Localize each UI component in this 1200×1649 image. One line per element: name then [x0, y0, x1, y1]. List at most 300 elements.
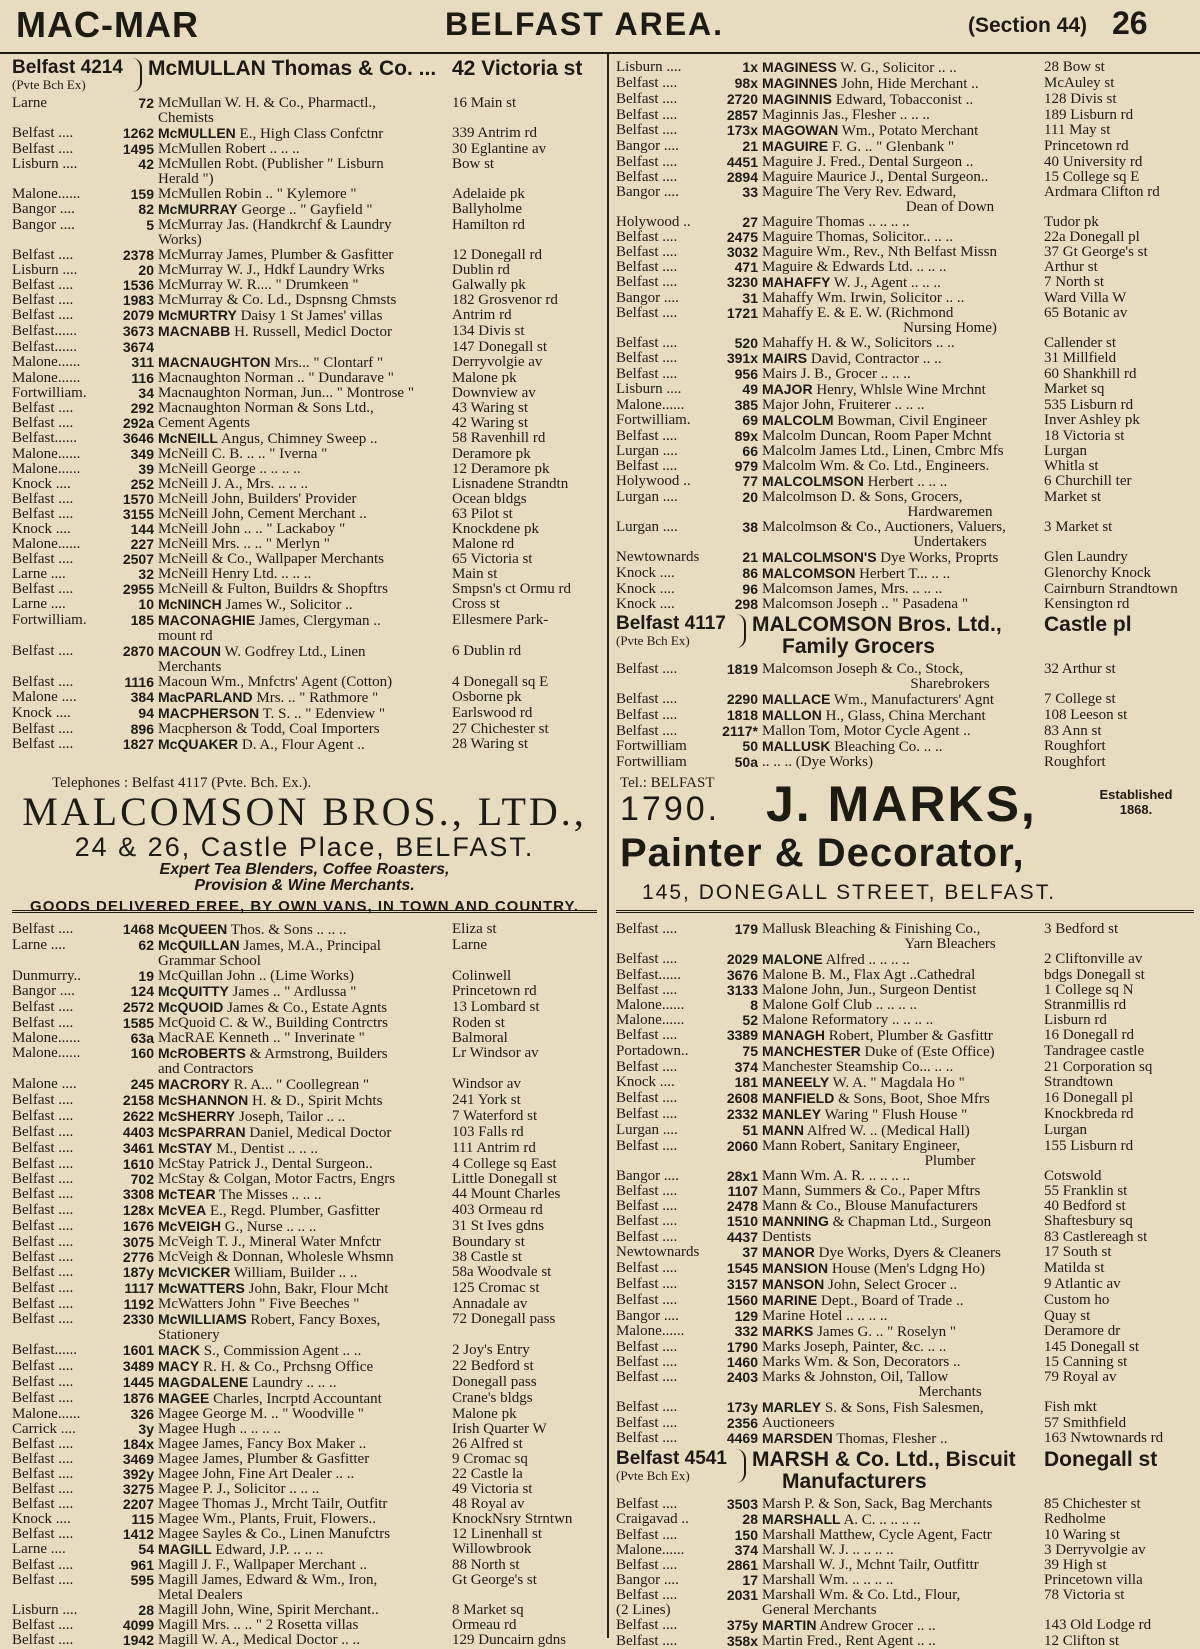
entry-exchange: Belfast .... — [616, 1213, 678, 1229]
entry-description: Magill John, Wine, Spirit Merchant.. — [158, 1602, 379, 1618]
entry-description: Thos. & Sons .. .. .. — [227, 922, 347, 938]
big-name-line-2: Manufacturers — [782, 1470, 927, 1493]
entry-surname: McVEIGH — [158, 1218, 222, 1234]
entry-name — [158, 1109, 452, 1125]
entry-number: 3230 — [726, 274, 758, 290]
entry-exchange: Malone...... — [12, 461, 81, 477]
directory-entry — [616, 1123, 1194, 1139]
entry-address: 18 Victoria st — [1044, 428, 1125, 444]
directory-entry — [616, 1543, 1194, 1558]
entry-address: Ellesmere Park- — [452, 612, 549, 628]
entry-name — [762, 123, 1044, 139]
entry-number: 2720 — [726, 91, 758, 107]
entry-number: 34 — [138, 385, 154, 401]
entry-number: 3157 — [726, 1276, 758, 1292]
entry-address: Irish Quarter W — [452, 1421, 547, 1437]
entry-address: 1 College sq N — [1044, 982, 1134, 998]
entry-address: 7 College st — [1044, 691, 1116, 707]
directory-entry — [12, 1016, 602, 1031]
entry-name — [158, 644, 452, 660]
entry-exchange: Knock .... — [616, 1074, 675, 1090]
entry-description: Marshall Matthew, Cycle Agent, Factr — [762, 1527, 992, 1543]
entry-name — [158, 1497, 452, 1512]
directory-entry — [12, 1391, 602, 1407]
entry-description: Mahaffy E. & E. W. (Richmond — [762, 305, 954, 321]
entry-exchange: Belfast .... — [616, 1369, 678, 1385]
entry-exchange: Larne .... — [12, 566, 66, 582]
entry-name — [762, 1431, 1044, 1447]
entry-number: 42 — [138, 156, 154, 172]
entry-exchange: Fortwilliam. — [12, 612, 87, 628]
entry-name — [762, 1245, 1044, 1261]
entry-number: 21 — [742, 549, 758, 565]
entry-description: Magee Sayles & Co., Linen Manufctrs — [158, 1526, 391, 1542]
entry-surname: MANN — [762, 1122, 804, 1138]
entry-surname: MAGINNIS — [762, 91, 832, 107]
entry-name — [158, 187, 452, 202]
entry-surname: MacPARLAND — [158, 689, 253, 705]
directory-entry — [616, 230, 1194, 245]
entry-number: 1536 — [122, 277, 154, 293]
entry-number: 187y — [122, 1264, 154, 1280]
big-listing-address: 42 Victoria st — [452, 57, 583, 80]
entry-address: Malone rd — [452, 536, 515, 552]
entry-address: 17 South st — [1044, 1244, 1112, 1260]
entry-exchange: Belfast .... — [12, 1466, 74, 1482]
entry-address: Quay st — [1044, 1308, 1091, 1324]
entry-surname: McNINCH — [158, 596, 222, 612]
entry-description: Magill James, Edward & Wm., Iron, — [158, 1572, 378, 1588]
entry-description: Herbert .. .. .. — [863, 474, 948, 490]
entry-exchange: Belfast .... — [616, 1557, 678, 1573]
directory-entry — [616, 582, 1194, 597]
entry-description: Mann & Co., Blouse Manufacturers — [762, 1198, 978, 1214]
directory-entry — [12, 1281, 602, 1297]
entry-exchange: Fortwilliam. — [12, 385, 87, 401]
entry-exchange: Belfast .... — [12, 307, 74, 323]
entry-exchange: Belfast .... — [12, 1171, 74, 1187]
entry-surname: MAGINESS — [762, 59, 837, 75]
entry-name — [158, 1187, 452, 1203]
entry-address: Roughfort — [1044, 754, 1106, 770]
entry-name — [158, 552, 452, 567]
entry-description: Angus, Chimney Sweep .. — [217, 431, 378, 447]
exchange-text: Belfast 4117 — [616, 613, 726, 634]
entry-name — [158, 1573, 452, 1588]
big-listing-address: Castle pl — [1044, 613, 1132, 636]
entry-name — [158, 737, 452, 753]
directory-entry — [616, 1324, 1194, 1340]
entry-exchange: Belfast .... — [12, 1496, 74, 1512]
directory-entry — [616, 566, 1194, 582]
directory-entry — [12, 202, 602, 218]
entry-exchange: Belfast .... — [616, 122, 678, 138]
entry-name — [158, 431, 452, 447]
entry-address: Little Donegall st — [452, 1171, 557, 1187]
entry-description: Marshall W. J. .. .. .. .. — [762, 1542, 894, 1558]
entry-exchange: Malone...... — [12, 1030, 81, 1046]
entry-number: 375y — [726, 1617, 758, 1633]
entry-description: John, Select Grocer .. — [824, 1277, 958, 1293]
entry-address: 182 Grosvenor rd — [452, 292, 558, 308]
entry-description: McQuillan John .. (Lime Works) — [158, 968, 354, 984]
entry-description: Mahaffy H. & W., Solicitors .. .. — [762, 335, 955, 351]
entry-address: Cairnburn Strandtown — [1044, 581, 1178, 597]
entry-number: 1x — [742, 59, 758, 75]
entry-name — [762, 1044, 1044, 1060]
directory-entry — [12, 263, 602, 278]
directory-entry — [12, 1141, 602, 1157]
entry-surname: McWATTERS — [158, 1280, 245, 1296]
entry-exchange: Malone...... — [12, 536, 81, 552]
entry-number: 2356 — [726, 1415, 758, 1431]
entry-number: 2955 — [122, 581, 154, 597]
entry-number: 3032 — [726, 244, 758, 260]
directory-entry — [12, 706, 602, 722]
entry-number: 1827 — [122, 736, 154, 752]
entry-number: 1676 — [122, 1218, 154, 1234]
entry-description: Magee Hugh .. .. .. .. — [158, 1421, 281, 1437]
entry-name — [762, 708, 1044, 724]
entry-name — [158, 248, 452, 263]
entry-name — [762, 275, 1044, 291]
entry-exchange: Belfast .... — [12, 400, 74, 416]
entry-name — [158, 293, 452, 308]
entry-surname: MANLEY — [762, 1106, 822, 1122]
entry-number: 77 — [742, 473, 758, 489]
entry-exchange: Belfast .... — [12, 1186, 74, 1202]
entry-number: 4099 — [122, 1617, 154, 1633]
entry-address: Boundary st — [452, 1234, 525, 1250]
directory-entry — [12, 722, 602, 737]
directory-entry — [616, 336, 1194, 351]
entry-description: Malcomson Joseph .. " Pasadena " — [762, 596, 968, 612]
directory-entry — [12, 1312, 602, 1328]
entry-description: Marine Hotel .. .. .. .. — [762, 1308, 888, 1324]
entry-name — [762, 724, 1044, 739]
entry-surname: MAIRS — [762, 350, 808, 366]
entry-exchange: Belfast .... — [12, 736, 74, 752]
directory-entry — [12, 447, 602, 462]
entry-surname: MACPHERSON — [158, 705, 260, 721]
entry-address: Derryvolgie av — [452, 354, 543, 370]
entry-continuation: Plumber — [924, 1153, 976, 1169]
entry-number: 3646 — [122, 430, 154, 446]
entry-address: 7 North st — [1044, 274, 1104, 290]
entry-exchange: Malone...... — [12, 1045, 81, 1061]
entry-surname: MALCOLMSON — [762, 473, 864, 489]
entry-name — [762, 1184, 1044, 1199]
entry-number: 311 — [131, 354, 154, 370]
entry-exchange: Belfast .... — [12, 1296, 74, 1312]
entry-name — [158, 340, 452, 355]
entry-number: 62 — [138, 937, 154, 953]
entry-name — [158, 1297, 452, 1312]
entry-surname: McQUOID — [158, 999, 224, 1015]
entry-name — [158, 1000, 452, 1016]
entry-description: Bowman, Civil Engineer — [833, 413, 987, 429]
entry-description: Wm., Potato Merchant — [838, 123, 979, 139]
entry-name — [762, 245, 1044, 260]
entry-name — [762, 351, 1044, 367]
entry-address: 12 Clifton st — [1044, 1633, 1120, 1649]
entry-exchange: Belfast .... — [616, 1354, 678, 1370]
entry-exchange: Belfast .... — [12, 247, 74, 263]
entry-name — [762, 139, 1044, 155]
entry-surname: MANNING — [762, 1213, 829, 1229]
entry-number: 86 — [742, 565, 758, 581]
entry-description: Malcolm James Ltd., Linen, Cmbrc Mfs — [762, 443, 1004, 459]
entry-surname: MACRORY — [158, 1076, 230, 1092]
directory-entry — [616, 413, 1194, 429]
entry-surname: McVICKER — [158, 1264, 231, 1280]
entry-name — [762, 952, 1044, 968]
entry-number: 2330 — [122, 1311, 154, 1327]
directory-entry — [12, 416, 602, 431]
entry-exchange: Belfast .... — [616, 107, 678, 123]
directory-entry — [616, 755, 1194, 770]
entry-exchange: Bangor .... — [12, 201, 75, 217]
entry-name — [158, 1375, 452, 1391]
directory-entry — [12, 371, 602, 386]
entry-description: Mallusk Bleaching & Finishing Co., — [762, 921, 981, 937]
entry-address: Lurgan — [1044, 443, 1088, 459]
entry-exchange: (2 Lines) — [616, 1602, 671, 1618]
entry-name — [762, 998, 1044, 1013]
directory-entry — [12, 142, 602, 157]
entry-address: 16 Donegall rd — [1044, 1027, 1134, 1043]
directory-entry — [12, 187, 602, 202]
entry-description: Malone Reformatory .. .. .. .. — [762, 1012, 934, 1028]
entry-description: McVeigh & Donnan, Wholesle Whsmn — [158, 1249, 394, 1265]
entry-number: 956 — [734, 366, 758, 382]
entry-number: 1601 — [122, 1342, 154, 1358]
big-name-line-1: MALCOMSON Bros. Ltd., — [752, 613, 1002, 636]
entry-exchange: Belfast .... — [616, 1527, 678, 1543]
entry-number: 1117 — [124, 1280, 154, 1296]
entry-name — [762, 968, 1044, 983]
entry-surname: MALLACE — [762, 691, 831, 707]
entry-exchange: Lisburn .... — [616, 59, 682, 75]
entry-exchange: Belfast .... — [616, 661, 678, 677]
entry-description: Manchester Steamship Co... .. .. — [762, 1059, 954, 1075]
entry-address: 9 Atlantic av — [1044, 1276, 1121, 1292]
entry-address: 60 Shankhill rd — [1044, 366, 1137, 382]
entry-address: 2 Joy's Entry — [452, 1342, 530, 1358]
entry-number: 2572 — [122, 999, 154, 1015]
entry-number: 332 — [734, 1323, 758, 1339]
big-listing-exchange — [616, 614, 746, 648]
entry-name — [762, 1512, 1044, 1528]
directory-entry — [12, 1219, 602, 1235]
big-listing-name — [746, 1449, 1044, 1493]
directory-entry — [12, 1407, 602, 1422]
entry-description: & Armstrong, Builders — [245, 1046, 388, 1062]
entry-exchange: Malone...... — [12, 354, 81, 370]
entry-address: Princetown villa — [1044, 1572, 1143, 1588]
entry-exchange: Bangor .... — [12, 983, 75, 999]
entry-surname: MACNAUGHTON — [158, 354, 271, 370]
big-listing-name: McMULLAN Thomas & Co. ... — [148, 57, 437, 80]
entry-description: James, Clergyman .. — [255, 613, 381, 629]
entry-name — [762, 1558, 1044, 1573]
directory-entry — [12, 248, 602, 263]
directory-entry — [12, 1203, 602, 1219]
directory-entry — [616, 382, 1194, 398]
entry-address: 15 Canning st — [1044, 1354, 1128, 1370]
entry-number: 1790 — [726, 1339, 758, 1355]
entry-name — [158, 1219, 452, 1235]
directory-entry — [616, 155, 1194, 170]
entry-surname: MARTIN — [762, 1617, 817, 1633]
entry-exchange: Lurgan .... — [616, 489, 678, 505]
entry-description: Malcolm Duncan, Room Paper Mchnt — [762, 428, 992, 444]
entry-name — [158, 507, 452, 522]
entry-name — [158, 1312, 452, 1328]
entry-description: Thomas, Flesher .. — [832, 1431, 948, 1447]
right-column-top — [616, 60, 1194, 770]
entry-number: 2031 — [726, 1587, 758, 1603]
entry-description: H. & D., Spirit Mchts — [248, 1093, 383, 1109]
entry-number: 520 — [734, 335, 758, 351]
directory-entry — [616, 708, 1194, 724]
entry-address: Kensington rd — [1044, 596, 1130, 612]
directory-entry — [12, 737, 602, 753]
entry-number: 21 — [742, 138, 758, 154]
big-listing-mcmullan — [12, 58, 602, 92]
entry-exchange: Belfast .... — [616, 982, 678, 998]
entry-name — [762, 1013, 1044, 1028]
entry-number: 392y — [122, 1466, 154, 1482]
entry-exchange: Belfast .... — [616, 274, 678, 290]
right-column-bottom — [616, 922, 1194, 1649]
entry-exchange: Belfast .... — [12, 1108, 74, 1124]
entry-address: 241 York st — [452, 1092, 521, 1108]
entry-name — [762, 1107, 1044, 1123]
directory-entry — [616, 139, 1194, 155]
entry-exchange: Malone...... — [616, 397, 685, 413]
directory-entry — [616, 245, 1194, 260]
entry-exchange: Fortwilliam. — [616, 412, 691, 428]
directory-entry — [12, 1359, 602, 1375]
entry-exchange: Lurgan .... — [616, 519, 678, 535]
advert-trade: Painter & Decorator, — [620, 831, 1025, 875]
directory-entry — [12, 1633, 602, 1648]
entry-name — [762, 550, 1044, 566]
entry-number: 326 — [130, 1406, 154, 1422]
entry-exchange: Belfast .... — [616, 1183, 678, 1199]
entry-address: Hamilton rd — [452, 217, 525, 233]
entry-description: McMurray James, Plumber & Gasfitter — [158, 247, 394, 263]
entry-surname: McTEAR — [158, 1186, 216, 1202]
entry-surname: McSHANNON — [158, 1092, 249, 1108]
entry-address: 145 Donegall st — [1044, 1339, 1139, 1355]
entry-address: Bow st — [452, 156, 495, 172]
entry-exchange: Newtownards — [616, 549, 700, 565]
entry-name — [762, 739, 1044, 755]
directory-entry — [616, 1588, 1194, 1603]
entry-exchange: Belfast .... — [616, 1399, 678, 1415]
entry-number: 52 — [742, 1012, 758, 1028]
entry-description: Maguire Wm., Rev., Nth Belfast Missn — [762, 244, 997, 260]
entry-name — [762, 92, 1044, 108]
entry-description: Mann Wm. A. R. .. .. .. .. — [762, 1168, 911, 1184]
entry-number: 116 — [131, 370, 154, 386]
entry-number: 28 — [742, 1511, 758, 1527]
entry-exchange: Belfast .... — [12, 506, 74, 522]
entry-description: Henry, Whlsle Wine Mrchnt — [812, 382, 986, 398]
entry-description: McNeill John, Builders' Provider — [158, 491, 357, 507]
entry-name — [762, 260, 1044, 275]
entry-number: 17 — [742, 1572, 758, 1588]
entry-description: Waring " Flush House " — [821, 1107, 968, 1123]
entry-exchange: Knock .... — [616, 565, 675, 581]
header-range: MAC-MAR — [16, 4, 199, 45]
entry-description: McStay Patrick J., Dental Surgeon.. — [158, 1156, 373, 1172]
entry-address: Custom ho — [1044, 1292, 1110, 1308]
entry-description: McQuoid C. & W., Building Contrctrs — [158, 1015, 389, 1031]
directory-entry — [616, 60, 1194, 76]
entry-address: Crane's bldgs — [452, 1390, 533, 1406]
entry-description: McNeill & Fulton, Buildrs & Shopftrs — [158, 581, 389, 597]
entry-description: E., High Class Confctnr — [235, 126, 384, 142]
directory-entry — [616, 429, 1194, 444]
entry-address: 12 Linenhall st — [452, 1526, 542, 1542]
entry-address: 78 Victoria st — [1044, 1587, 1125, 1603]
entry-name — [158, 1125, 452, 1141]
entry-exchange: Malone...... — [616, 1323, 685, 1339]
entry-continuation: Merchants — [918, 1384, 982, 1400]
entry-number: 2870 — [122, 643, 154, 659]
entry-number: 38 — [742, 519, 758, 535]
entry-address: Roughfort — [1044, 738, 1106, 754]
entry-number: 2332 — [726, 1106, 758, 1122]
entry-address: 2 Cliftonville av — [1044, 951, 1143, 967]
big-name-line-2: Family Grocers — [782, 635, 935, 658]
entry-exchange: Belfast .... — [616, 1496, 678, 1512]
advert-address: 145, DONEGALL STREET, BELFAST. — [642, 881, 1057, 904]
entry-exchange: Holywood .. — [616, 214, 691, 230]
entry-number: 3133 — [726, 982, 758, 998]
directory-entry — [12, 537, 602, 552]
directory-entry — [12, 126, 602, 142]
directory-entry — [12, 431, 602, 447]
entry-number: 184x — [122, 1436, 154, 1452]
entry-exchange: Belfast .... — [12, 551, 74, 567]
entry-description: McMullen Robin .. " Kylemore " — [158, 186, 357, 202]
directory-entry — [12, 1077, 602, 1093]
entry-name — [762, 983, 1044, 998]
entry-address: 22 Bedford st — [452, 1358, 534, 1374]
entry-name — [762, 1543, 1044, 1558]
entry-description: Magee James, Fancy Box Maker .. — [158, 1436, 367, 1452]
entry-name — [158, 96, 452, 111]
entry-number: 2158 — [122, 1092, 154, 1108]
entry-exchange: Malone...... — [12, 446, 81, 462]
entry-list — [12, 96, 602, 753]
directory-entry — [616, 1261, 1194, 1277]
entry-name — [158, 218, 452, 233]
directory-entry — [12, 1125, 602, 1141]
entry-number: 63a — [130, 1030, 154, 1046]
entry-exchange: Belfast .... — [616, 1138, 678, 1154]
entry-description: Malcomson James, Mrs. .. .. .. — [762, 581, 943, 597]
entry-description: Malcolm Wm. & Co. Ltd., Engineers. — [762, 458, 990, 474]
entry-address: Galwally pk — [452, 277, 526, 293]
entry-address: 535 Lisburn rd — [1044, 397, 1134, 413]
entry-address: Redholme — [1044, 1511, 1106, 1527]
entry-number: 3275 — [122, 1481, 154, 1497]
